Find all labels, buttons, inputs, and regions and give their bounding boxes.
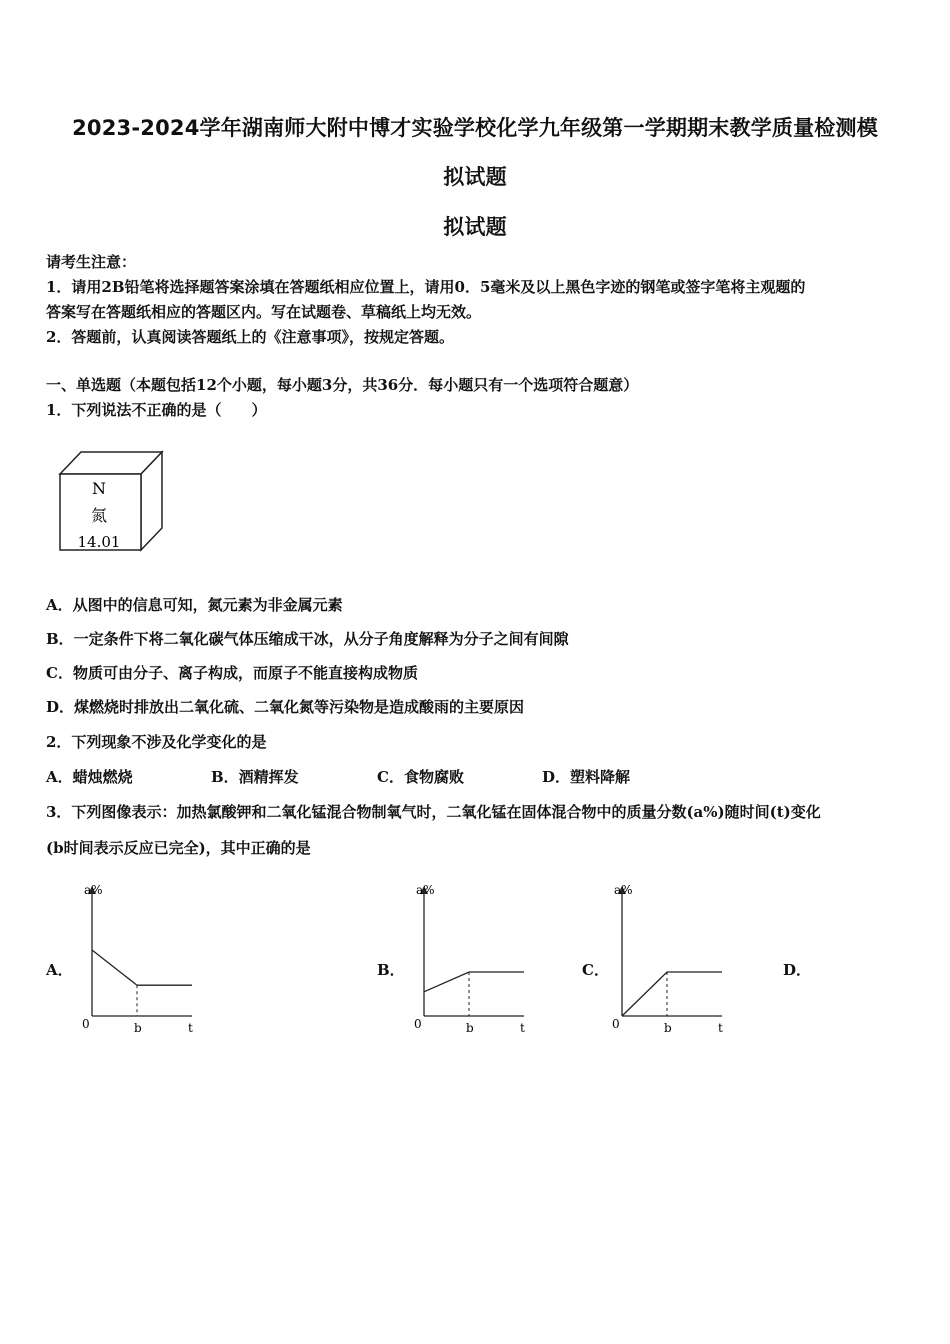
q2-stem: 2．下列现象不涉及化学变化的是 xyxy=(46,733,267,751)
q1-option-c[interactable]: C．物质可由分子、离子构成，而原子不能直接构成物质 xyxy=(46,664,418,682)
y-axis-label: a% xyxy=(416,883,435,897)
q1-option-a[interactable]: A．从图中的信息可知，氮元素为非金属元素 xyxy=(46,596,343,614)
y-axis-label: a% xyxy=(84,883,103,897)
x-axis-label: t xyxy=(188,1021,193,1035)
notice-item2: 2．答题前，认真阅读答题纸上的《注意事项》，按规定答题。 xyxy=(46,328,454,346)
b-tick-label: b xyxy=(134,1021,142,1035)
section-heading: 一、单选题（本题包括12个小题，每小题3分，共36分．每小题只有一个选项符合题意） xyxy=(46,376,639,394)
q2-option-c[interactable]: C．食物腐败 xyxy=(377,768,464,786)
origin-label: 0 xyxy=(82,1017,90,1031)
q3-graph-b xyxy=(402,876,552,1040)
q1-option-b[interactable]: B．一定条件下将二氧化碳气体压缩成干冰，从分子角度解释为分子之间有间隙 xyxy=(46,630,569,648)
series-line xyxy=(92,950,192,985)
q1-option-d[interactable]: D．煤燃烧时排放出二氧化硫、二氧化氮等污染物是造成酸雨的主要原因 xyxy=(46,698,525,716)
q3-graph-a xyxy=(70,876,220,1040)
notice-item1-line2: 答案写在答题纸相应的答题区内。写在试题卷、草稿纸上均无效。 xyxy=(46,303,482,321)
page-title-line1: 2023-2024学年湖南师大附中博才实验学校化学九年级第一学期期末教学质量检测模 xyxy=(72,116,878,140)
q3-option-a[interactable]: A． xyxy=(46,961,73,979)
q2-option-d[interactable]: D．塑料降解 xyxy=(542,768,631,786)
q3-option-b[interactable]: B． xyxy=(377,961,405,979)
q3-option-d[interactable]: D． xyxy=(783,961,812,979)
q3-stem-line1: 3．下列图像表示：加热氯酸钾和二氧化锰混合物制氧气时，二氧化锰在固体混合物中的质量分数(a%)随时间(t)变化 xyxy=(46,803,821,821)
notice-heading: 请考生注意： xyxy=(46,253,137,271)
origin-label: 0 xyxy=(612,1017,620,1031)
q1-stem: 1．下列说法不正确的是（ ） xyxy=(46,401,267,419)
q2-option-b[interactable]: B．酒精挥发 xyxy=(211,768,299,786)
element-symbol: N xyxy=(92,479,106,498)
b-tick-label: b xyxy=(664,1021,672,1035)
element-card xyxy=(55,448,167,554)
element-name: 氮 xyxy=(90,506,108,525)
x-axis-label: t xyxy=(718,1021,723,1035)
q3-option-c[interactable]: C． xyxy=(582,961,609,979)
notice-item1-line1: 1．请用2B铅笔将选择题答案涂填在答题纸相应位置上，请用0．5毫米及以上黑色字迹的钢笔或签字笔将主观题的 xyxy=(46,278,806,296)
series-line xyxy=(622,972,722,1016)
q3-stem-line2: (b时间表示反应已完全)，其中正确的是 xyxy=(46,839,311,857)
page-title-line2: 拟试题 xyxy=(443,165,507,189)
b-tick-label: b xyxy=(466,1021,474,1035)
q3-graph-c xyxy=(600,876,750,1040)
y-axis-label: a% xyxy=(614,883,633,897)
element-mass: 14.01 xyxy=(77,533,121,551)
q2-option-a[interactable]: A．蜡烛燃烧 xyxy=(46,768,133,786)
origin-label: 0 xyxy=(414,1017,422,1031)
series-line xyxy=(424,972,524,992)
page-title-line3: 拟试题 xyxy=(443,215,507,239)
x-axis-label: t xyxy=(520,1021,525,1035)
